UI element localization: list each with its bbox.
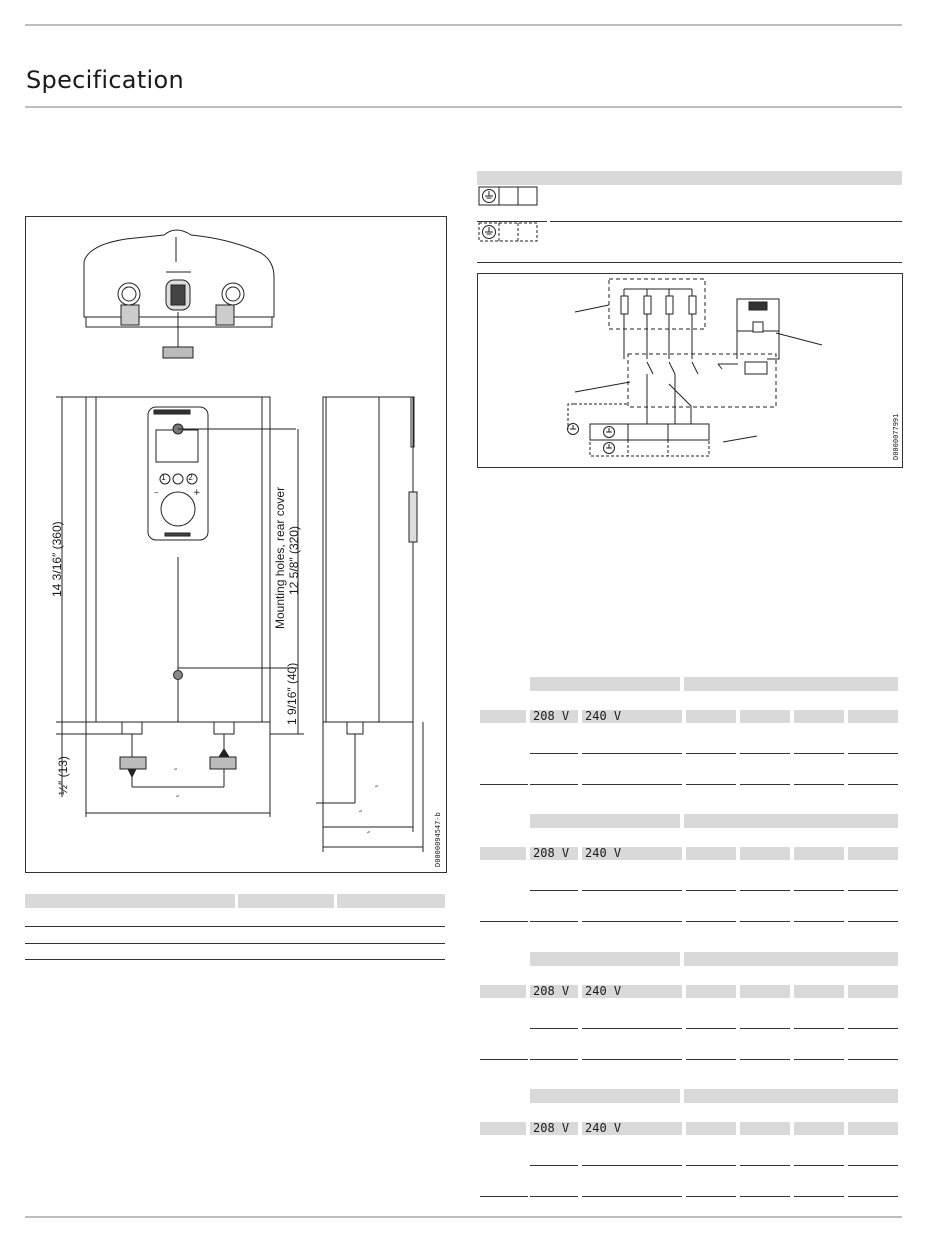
page-title: Specification: [26, 66, 184, 94]
bottom-rule: [25, 1216, 902, 1218]
voltage-table-rule: [740, 890, 790, 891]
voltage-table-header-right: [684, 952, 898, 966]
voltage-table-header-right: [684, 677, 898, 691]
unit-top-view: [84, 230, 274, 358]
voltage-table-value-cell: [848, 847, 898, 860]
bottom-offset-label: 1 9/16″ (40): [285, 662, 299, 725]
panel-minus: –: [154, 488, 159, 498]
voltage-table-rule: [794, 1028, 844, 1029]
dim-mark-inner: ″: [174, 768, 178, 778]
voltage-table-rule: [686, 753, 736, 754]
voltage-table-value-cell: [794, 847, 844, 860]
height-total-label: 14 3/16″ (360): [50, 521, 64, 597]
voltage-table-value-cell: [686, 710, 736, 723]
voltage-table-rule: [530, 1028, 578, 1029]
voltage-table-rule: [848, 1028, 898, 1029]
voltage-table-value-cell: [794, 1122, 844, 1135]
symbol-table-rule: [477, 262, 902, 263]
voltage-240: 240 V: [582, 1122, 682, 1135]
voltage-208: 208 V: [530, 710, 578, 723]
voltage-table-rule: [530, 1196, 578, 1197]
symbol-table-icons: [478, 186, 548, 250]
voltage-table-rule: [686, 1196, 736, 1197]
dim-mark-side-3: ″: [367, 831, 371, 841]
voltage-table-rule: [794, 1196, 844, 1197]
voltage-table-rule: [740, 1059, 790, 1060]
left-table-rule: [25, 926, 445, 927]
left-table-rule: [25, 943, 445, 944]
voltage-table-rule: [686, 890, 736, 891]
voltage-table-header-left: [530, 1089, 680, 1103]
voltage-table-value-cell: [794, 985, 844, 998]
voltage-240: 240 V: [582, 710, 682, 723]
voltage-table-rule: [686, 921, 736, 922]
dim-mark-side-2: ″: [359, 810, 363, 820]
voltage-table-rule: [740, 784, 790, 785]
voltage-table-rule: [794, 890, 844, 891]
unit-front-view: [56, 397, 304, 817]
voltage-table-header-left: [530, 677, 680, 691]
voltage-table-rule: [480, 1196, 528, 1197]
top-rule: [25, 24, 902, 26]
pipe-offset-label: ½″ (13): [56, 756, 70, 795]
voltage-table-header-left: [530, 952, 680, 966]
voltage-table-rule: [848, 921, 898, 922]
voltage-table-value-cell: [848, 710, 898, 723]
panel-plus: +: [193, 488, 201, 498]
voltage-table-rule: [530, 1165, 578, 1166]
voltage-table-rule: [480, 921, 528, 922]
voltage-table-rule: [582, 921, 682, 922]
voltage-table-rule: [582, 753, 682, 754]
left-table-header-1: [25, 894, 235, 908]
voltage-table-rule: [794, 1165, 844, 1166]
voltage-240: 240 V: [582, 985, 682, 998]
voltage-table-rule: [740, 921, 790, 922]
voltage-table-rule: [582, 1059, 682, 1060]
voltage-table-rule: [848, 1059, 898, 1060]
voltage-table-header-right: [684, 1089, 898, 1103]
voltage-table-rule: [848, 753, 898, 754]
voltage-table-row-label: [480, 710, 526, 723]
voltage-table-rule: [480, 784, 528, 785]
voltage-table-row-label: [480, 847, 526, 860]
voltage-table-rule: [740, 753, 790, 754]
voltage-240: 240 V: [582, 847, 682, 860]
voltage-table-rule: [686, 1059, 736, 1060]
voltage-table-value-cell: [848, 985, 898, 998]
panel-sel2: 2: [188, 473, 194, 482]
voltage-table-row-label: [480, 1122, 526, 1135]
voltage-table-rule: [530, 1059, 578, 1060]
voltage-table-rule: [530, 753, 578, 754]
voltage-table-rule: [582, 890, 682, 891]
voltage-208: 208 V: [530, 1122, 578, 1135]
unit-side-view: [316, 397, 423, 852]
voltage-table-rule: [582, 1165, 682, 1166]
wiring-diagram: [477, 273, 903, 468]
voltage-table-header-right: [684, 814, 898, 828]
voltage-table-rule: [686, 1028, 736, 1029]
voltage-table-rule: [480, 1059, 528, 1060]
voltage-table-rule: [530, 921, 578, 922]
left-table-header-2: [238, 894, 334, 908]
voltage-table-value-cell: [686, 847, 736, 860]
voltage-table-rule: [582, 1028, 682, 1029]
voltage-table-row-label: [480, 985, 526, 998]
voltage-table-rule: [530, 784, 578, 785]
voltage-table-value-cell: [848, 1122, 898, 1135]
voltage-table-value-cell: [740, 847, 790, 860]
voltage-table-header-left: [530, 814, 680, 828]
mounting-holes-dim-label: 12 5/8″ (320): [287, 526, 301, 595]
voltage-table-value-cell: [794, 710, 844, 723]
voltage-table-value-cell: [740, 985, 790, 998]
voltage-table-rule: [530, 890, 578, 891]
voltage-table-value-cell: [686, 985, 736, 998]
voltage-table-rule: [740, 1028, 790, 1029]
dimension-drawing-svg: [26, 217, 446, 872]
title-rule: [25, 106, 902, 108]
voltage-table-rule: [794, 784, 844, 785]
voltage-table-value-cell: [686, 1122, 736, 1135]
voltage-table-rule: [740, 1165, 790, 1166]
voltage-table-rule: [582, 1196, 682, 1197]
voltage-table-rule: [686, 1165, 736, 1166]
voltage-208: 208 V: [530, 847, 578, 860]
voltage-table-value-cell: [740, 1122, 790, 1135]
voltage-table-rule: [848, 890, 898, 891]
voltage-table-rule: [794, 921, 844, 922]
dim-mark-side-1: ″: [375, 785, 379, 795]
left-table-header-3: [337, 894, 445, 908]
voltage-table-rule: [848, 1165, 898, 1166]
voltage-208: 208 V: [530, 985, 578, 998]
voltage-table-rule: [686, 784, 736, 785]
panel-sel1: 1: [161, 473, 167, 482]
dimension-drawing: [25, 216, 447, 873]
voltage-table-rule: [848, 784, 898, 785]
voltage-table-rule: [794, 1059, 844, 1060]
wiring-drawing-code: D0000077991: [892, 413, 900, 460]
voltage-table-value-cell: [740, 710, 790, 723]
left-table-rule: [25, 959, 445, 960]
symbol-table-header: [477, 171, 902, 185]
symbol-table-rule: [550, 221, 902, 222]
mounting-holes-label: Mounting holes, rear cover: [273, 486, 287, 629]
voltage-table-rule: [848, 1196, 898, 1197]
voltage-table-rule: [794, 753, 844, 754]
voltage-table-rule: [582, 784, 682, 785]
symbol-table-rule: [477, 221, 547, 222]
wiring-diagram-svg: [478, 274, 902, 467]
dimension-drawing-code: D0000094547-b: [434, 812, 442, 867]
dim-mark-outer: ″: [176, 795, 180, 805]
voltage-table-rule: [740, 1196, 790, 1197]
